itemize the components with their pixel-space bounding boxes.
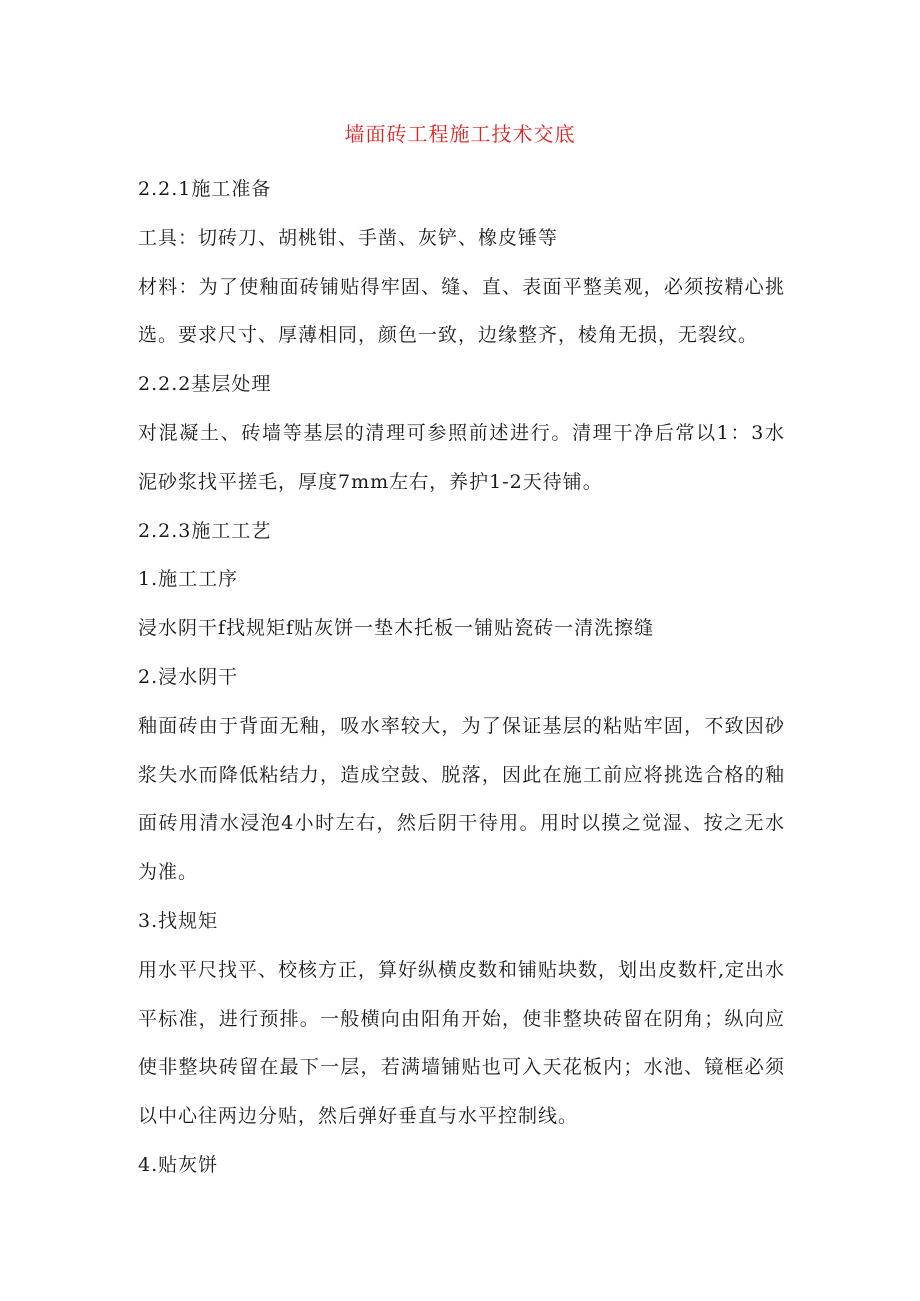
materials-line-1: 材料：为了使釉面砖铺贴得牢固、缝、直、表面平整美观，必须按精心挑 [138,275,784,298]
layout-line-1: 用水平尺找平、校核方正，算好纵横皮数和铺贴块数，划出皮数杆,定出水 [138,958,784,981]
layout-line-2: 平标准，进行预排。一般横向由阳角开始，使非整块砖留在阴角；纵向应 [138,1007,784,1030]
soak-line-1: 釉面砖由于背面无釉，吸水率较大，为了保证基层的粘贴牢固，不致因砂 [138,714,784,737]
subheading-sequence: 1.施工工序 [138,568,239,591]
tools-line: 工具：切砖刀、胡桃钳、手凿、灰铲、橡皮锤等 [138,226,559,249]
base-line-2: 泥砂浆找平搓毛，厚度7mm左右，养护1-2天待铺。 [138,470,603,493]
soak-line-2: 浆失水而降低粘结力，造成空鼓、脱落，因此在施工前应将挑选合格的釉 [138,763,784,786]
soak-line-3: 面砖用清水浸泡4小时左右，然后阴干待用。用时以摸之觉湿、按之无水 [138,812,784,835]
subheading-layout: 3.找规矩 [138,909,219,932]
subheading-plaster-cake: 4.贴灰饼 [138,1153,219,1176]
section-heading-prep: 2.2.1施工准备 [138,178,272,200]
layout-line-3: 使非整块砖留在最下一层，若满墙铺贴也可入天花板内；水池、镜框必须 [138,1056,784,1079]
soak-line-4: 为准。 [138,861,199,884]
document-body [138,165,784,1190]
sequence-line: 浸水阴干f找规矩f贴灰饼一垫木托板一铺贴瓷砖一清洗擦缝 [138,617,655,640]
section-heading-process: 2.2.3施工工艺 [138,519,272,542]
section-heading-base: 2.2.2基层处理 [138,373,272,396]
layout-line-4: 以中心往两边分贴，然后弹好垂直与水平控制线。 [138,1105,579,1128]
materials-line-2: 选。要求尺寸、厚薄相同，颜色一致，边缘整齐，棱角无损，无裂纹。 [138,324,759,347]
base-line-1: 对混凝土、砖墙等基层的清理可参照前述进行。清理干净后常以1：3水 [138,421,784,444]
document-title: 墙面砖工程施工技术交底 [344,122,576,146]
subheading-soak: 2.浸水阴干 [138,665,239,688]
